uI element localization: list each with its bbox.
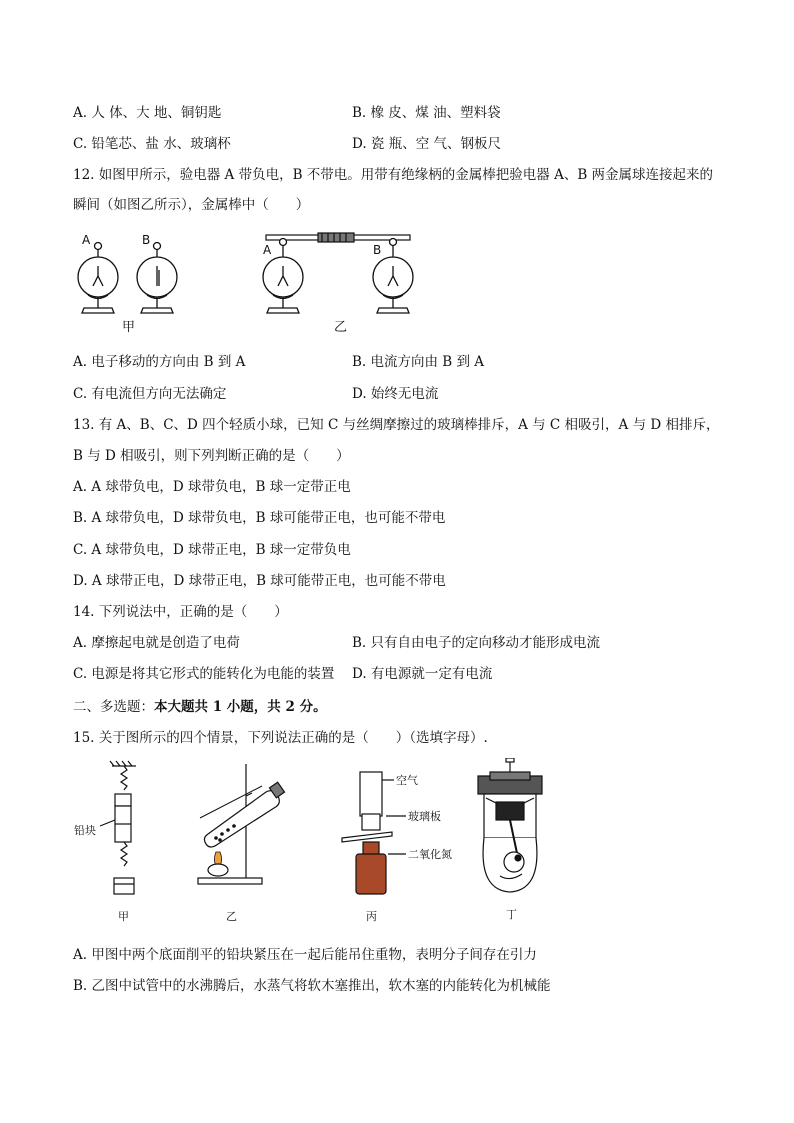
scene-yi-test-tube xyxy=(198,764,285,884)
electroscope-figure xyxy=(70,228,420,338)
electroscope-a-label-yi: A xyxy=(263,243,272,257)
q11-option-c: C. 铅笔芯、盐 水、玻璃杯 xyxy=(73,136,231,152)
section2-heading xyxy=(73,698,327,716)
no2-label: 二氧化氮 xyxy=(408,848,452,861)
scene-jia-lead-blocks xyxy=(100,761,136,894)
caption-yi: 乙 xyxy=(334,320,348,335)
q12-stem-line2: 瞬间（如图乙所示），金属棒中（ ） xyxy=(73,197,310,213)
scene-ding-engine xyxy=(478,758,542,892)
scene-bing-gas-jars xyxy=(342,772,406,894)
lead-label: 铅块 xyxy=(74,824,96,837)
q15-stem: 15. 关于图所示的四个情景，下列说法正确的是（ ）（选填字母）. xyxy=(73,730,488,746)
metal-rod xyxy=(266,233,410,242)
q14-option-d: D. 有电源就一定有电流 xyxy=(352,666,493,682)
q13-option-c: C. A 球带负电，D 球带正电，B 球一定带负电 xyxy=(73,542,351,558)
q11-option-b: B. 橡 皮、煤 油、塑料袋 xyxy=(352,105,501,121)
q12-stem-line1: 12. 如图甲所示，验电器 A 带负电，B 不带电。用带有绝缘柄的金属棒把验电器 A、B 两金属球连接起来的 xyxy=(73,167,714,183)
caption-jia: 甲 xyxy=(122,320,136,335)
four-scenes-figure xyxy=(70,758,560,928)
q13-option-a: A. A 球带负电，D 球带负电，B 球一定带正电 xyxy=(73,479,351,495)
electroscope-b-label: B xyxy=(142,233,151,247)
q13-option-b: B. A 球带负电，D 球带负电，B 球可能带正电，也可能不带电 xyxy=(73,510,446,526)
q13-stem-line2: B 与 D 相吸引，则下列判断正确的是（ ） xyxy=(73,448,350,464)
caption-yi-15: 乙 xyxy=(226,910,237,923)
q11-option-a: A. 人 体、大 地、铜钥匙 xyxy=(73,105,222,121)
electroscope-a-label: A xyxy=(82,233,91,247)
caption-bing-15: 丙 xyxy=(366,910,377,923)
q12-option-a: A. 电子移动的方向由 B 到 A xyxy=(73,354,246,370)
q15-option-a: A. 甲图中两个底面削平的铅块紧压在一起后能吊住重物，表明分子间存在引力 xyxy=(73,947,537,963)
section2-desc: 本大题共 1 小题，共 2 分。 xyxy=(154,699,327,715)
electroscope-b-jia xyxy=(137,243,177,314)
q14-option-b: B. 只有自由电子的定向移动才能形成电流 xyxy=(352,635,601,651)
air-label: 空气 xyxy=(396,774,418,787)
q14-option-c: C. 电源是将其它形式的能转化为电能的装置 xyxy=(73,666,335,682)
q12-option-b: B. 电流方向由 B 到 A xyxy=(352,354,485,370)
q11-option-d: D. 瓷 瓶、空 气、钢板尺 xyxy=(352,136,502,152)
q14-option-a: A. 摩擦起电就是创造了电荷 xyxy=(73,635,240,651)
electroscope-a-jia xyxy=(78,243,118,314)
caption-ding-15: 丁 xyxy=(506,908,517,921)
q12-option-c: C. 有电流但方向无法确定 xyxy=(73,386,227,402)
q14-stem: 14. 下列说法中，正确的是（ ） xyxy=(73,604,288,620)
q13-stem-line1: 13. 有 A、B、C、D 四个轻质小球，已知 C 与丝绸摩擦过的玻璃棒排斥，A 与 C 相吸引，A 与 D 相排斥， xyxy=(73,417,720,433)
caption-jia-15: 甲 xyxy=(118,910,129,923)
glass-label: 玻璃板 xyxy=(408,810,441,823)
q13-option-d: D. A 球带正电，D 球带正电，B 球可能带正电，也可能不带电 xyxy=(73,573,446,589)
section2-title: 二、多选题： xyxy=(73,699,154,715)
q12-option-d: D. 始终无电流 xyxy=(352,386,439,402)
q15-option-b: B. 乙图中试管中的水沸腾后，水蒸气将软木塞推出，软木塞的内能转化为机械能 xyxy=(73,978,551,994)
electroscope-b-label-yi: B xyxy=(373,243,382,257)
